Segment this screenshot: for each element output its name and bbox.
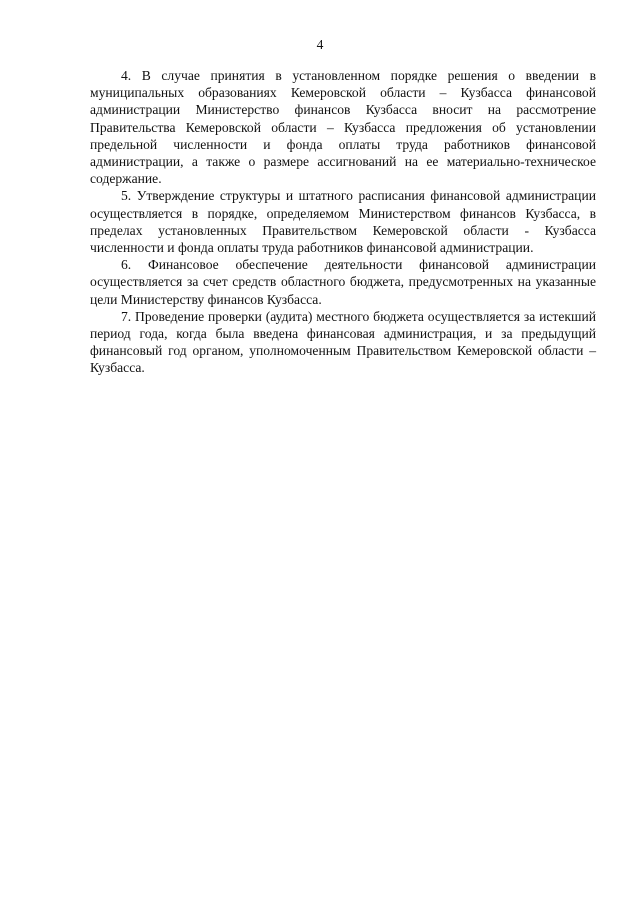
document-body [90, 67, 596, 377]
paragraph-5: 5. Утверждение структуры и штатного расписания финансовой администрации осуществляется в порядке, определяемом Министерством финансов Кузбасса, в пределах установленных Правительством Кемеровской области - Кузбасса численности и фонда оплаты труда работников финансовой администрации. [90, 188, 596, 256]
paragraph-6: 6. Финансовое обеспечение деятельности финансовой администрации осуществляется за счет средств областного бюджета, предусмотренных на указанные цели Министерству финансов Кузбасса. [90, 257, 596, 307]
page-number: 4 [316, 37, 324, 52]
paragraph-7: 7. Проведение проверки (аудита) местного бюджета осуществляется за истекший период года, когда была введена финансовая администрация, и за предыдущий финансовый год органом, уполномоченным Правительством Кемеровской области – Кузбасса. [90, 308, 596, 376]
paragraph-4: 4. В случае принятия в установленном порядке решения о введении в муниципальных образованиях Кемеровской области – Кузбасса финансовой администрации Министерство финансов Кузбасса вносит на рассмотрение Правительства Кемеровской области – Кузбасса предложения об установлении предельной численности и фонда оплаты труда работников финансовой администрации, а также о размере ассигнований на ее материально-техническое содержание. [90, 68, 596, 187]
